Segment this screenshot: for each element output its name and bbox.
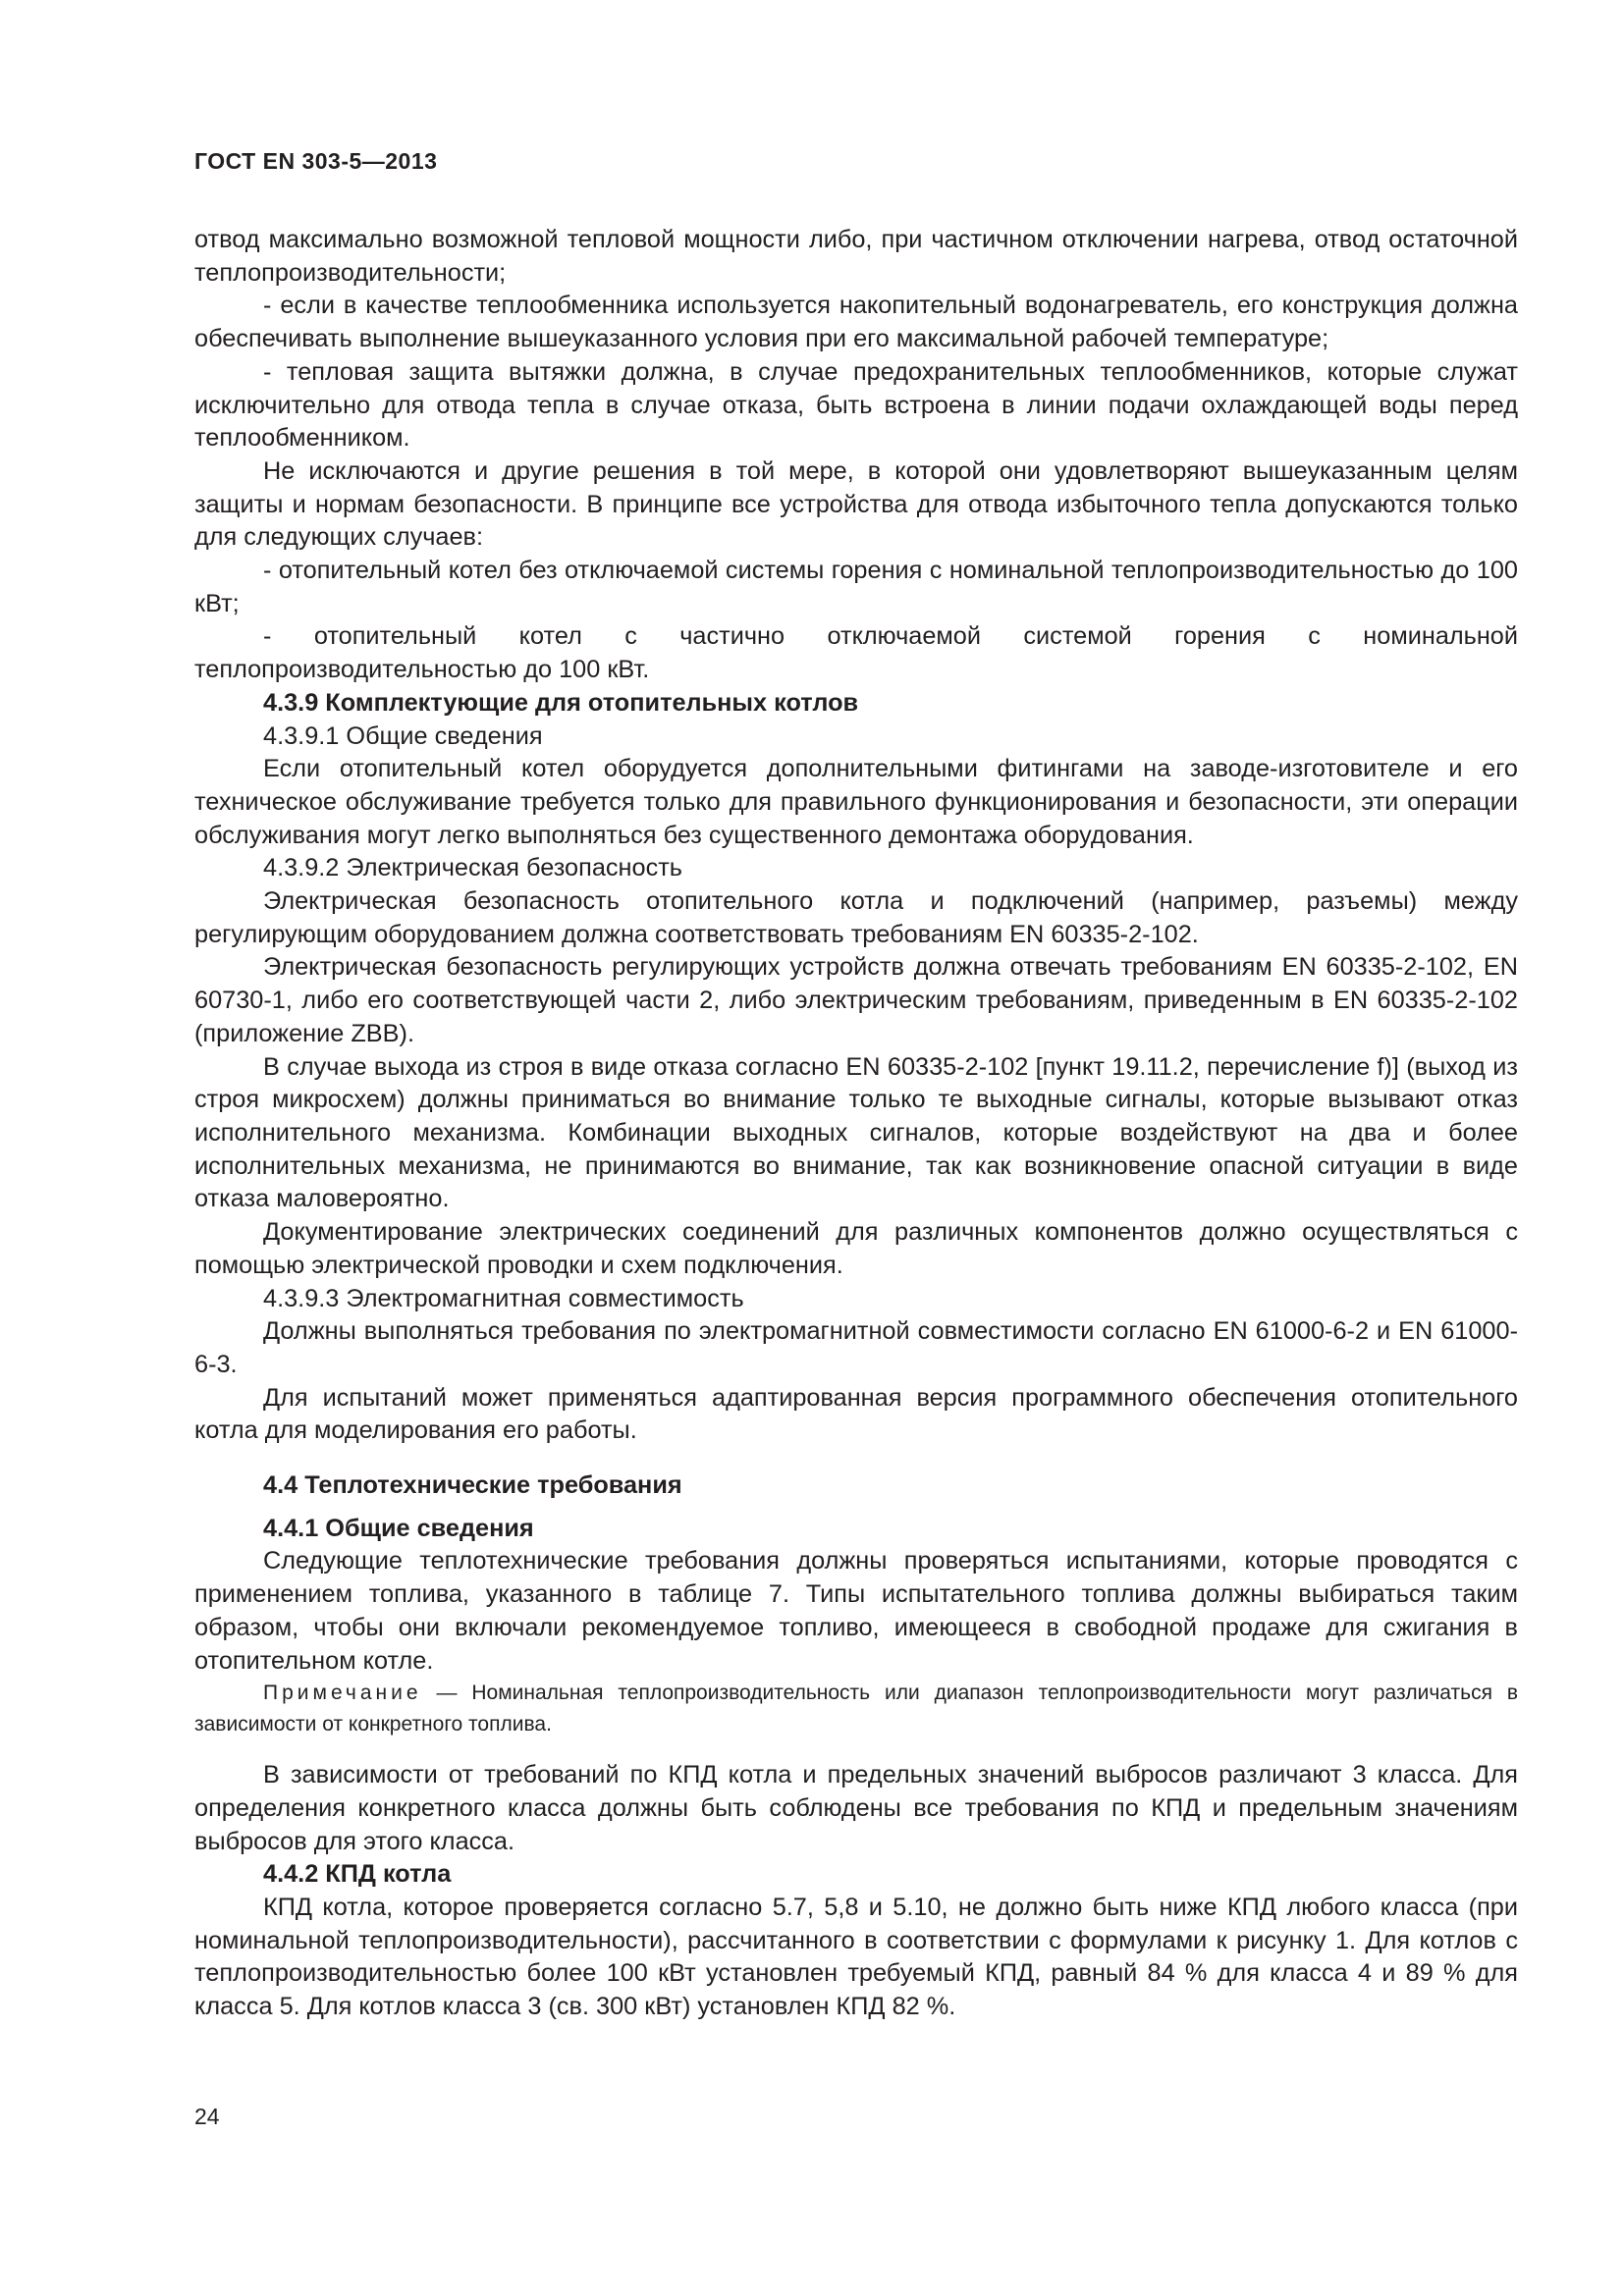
section-heading: 4.4 Теплотехнические требования — [263, 1471, 682, 1500]
paragraph: Следующие теплотехнические требования должны проверяться испытаниями, которые проводятся с применением топлива, указанного в таблице 7. Типы испытательного топлива должны выбираться таким образом, чтобы они включали рекомендуемое топливо, имеющееся в свободной продаже для сжигания в отопительном котле. — [194, 1547, 1518, 1675]
paragraph: Не исключаются и другие решения в той мере, в которой они удовлетворяют вышеуказанным целям защиты и нормам безопасности. В принципе все устройства для отвода избыточного тепла допускаются только для следующих случаев: — [194, 456, 1518, 552]
subsection-heading: 4.3.9.1 Общие сведения — [263, 721, 543, 750]
section-heading: 4.3.9 Комплектующие для отопительных котлов — [263, 688, 859, 717]
list-item: - тепловая защита вытяжки должна, в случае предохранительных теплообменников, которые служат исключительно для отвода тепла в случае отказа, быть встроена в линии подачи охлаждающей воды перед теплообменником. — [194, 357, 1518, 453]
note-label: Примечание — [263, 1682, 422, 1705]
list-item: - отопительный котел с частично отключаемой системой горения с номинальной теплопроизводительностью до 100 кВт. — [194, 622, 1518, 684]
paragraph: Для испытаний может применяться адаптированная версия программного обеспечения отопительного котла для моделирования его работы. — [194, 1383, 1518, 1445]
paragraph: Если отопительный котел оборудуется дополнительными фитингами на заводе-изготовителе и его техническое обслуживание требуется только для правильного функционирования и безопасности, эти операции обслуживания могут легко выполняться без существенного демонтажа оборудования. — [194, 755, 1518, 849]
note — [194, 1678, 1518, 1740]
page-number: 24 — [194, 2104, 220, 2129]
list-item: - отопительный котел без отключаемой системы горения с номинальной теплопроизводительностью до 100 кВт; — [194, 557, 1518, 617]
paragraph: Электрическая безопасность отопительного котла и подключений (например, разъемы) между регулирующим оборудованием должна соответствовать требованиям EN 60335-2-102. — [194, 887, 1518, 948]
paragraph: Электрическая безопасность регулирующих устройств должна отвечать требованиям EN 60335-2-102, EN 60730-1, либо его соответствующей части 2, либо электрическим требованиям, приведенным в EN 60335-2-102 (приложение ZBB). — [194, 953, 1518, 1047]
paragraph: Документирование электрических соединений для различных компонентов должно осуществляться с помощью электрической проводки и схем подключения. — [194, 1218, 1518, 1279]
note-text: — Номинальная теплопроизводительность или диапазон теплопроизводительности могут различаться в зависимости от конкретного топлива. — [194, 1682, 1518, 1736]
section-heading: 4.4.1 Общие сведения — [263, 1514, 534, 1542]
section-heading: 4.4.2 КПД котла — [263, 1860, 452, 1889]
paragraph: Должны выполняться требования по электромагнитной совместимости согласно EN 61000-6-2 и EN 61000-6-3. — [194, 1317, 1518, 1378]
document-body — [194, 224, 1518, 2024]
paragraph: В зависимости от требований по КПД котла и предельных значений выбросов различают 3 класса. Для определения конкретного класса должны быть соблюдены все требования по КПД и предельным значениям выбросов для этого класса. — [194, 1761, 1518, 1855]
subsection-heading: 4.3.9.3 Электромагнитная совместимость — [263, 1284, 744, 1312]
subsection-heading: 4.3.9.2 Электрическая безопасность — [263, 854, 682, 882]
paragraph: КПД котла, которое проверяется согласно 5.7, 5,8 и 5.10, не должно быть ниже КПД любого класса (при номинальной теплопроизводительности), рассчитанного в соответствии с формулами к рисунку 1. Для котлов с теплопроизводительностью более 100 кВт установлен требуемый КПД, равный 84 % для класса 4 и 89 % для класса 5. Для котлов класса 3 (св. 300 кВт) установлен КПД 82 %. — [194, 1894, 1518, 2021]
paragraph: В случае выхода из строя в виде отказа согласно EN 60335-2-102 [пункт 19.11.2, перечисление f)] (выход из строя микросхем) должны приниматься во внимание только те выходные сигналы, которые вызывают отказ исполнительного механизма. Комбинации выходных сигналов, которые воздействуют на два и более исполнительных механизма, не принимаются во внимание, так как возникновение опасной ситуации в виде отказа маловероятно. — [194, 1052, 1518, 1213]
paragraph: отвод максимально возможной тепловой мощности либо, при частичном отключении нагрева, отвод остаточной теплопроизводительности; — [194, 226, 1518, 287]
list-item: - если в качестве теплообменника используется накопительный водонагреватель, его конструкция должна обеспечивать выполнение вышеуказанного условия при его максимальной рабочей температуре; — [194, 292, 1518, 353]
document-header: ГОСТ EN 303-5—2013 — [194, 148, 438, 174]
